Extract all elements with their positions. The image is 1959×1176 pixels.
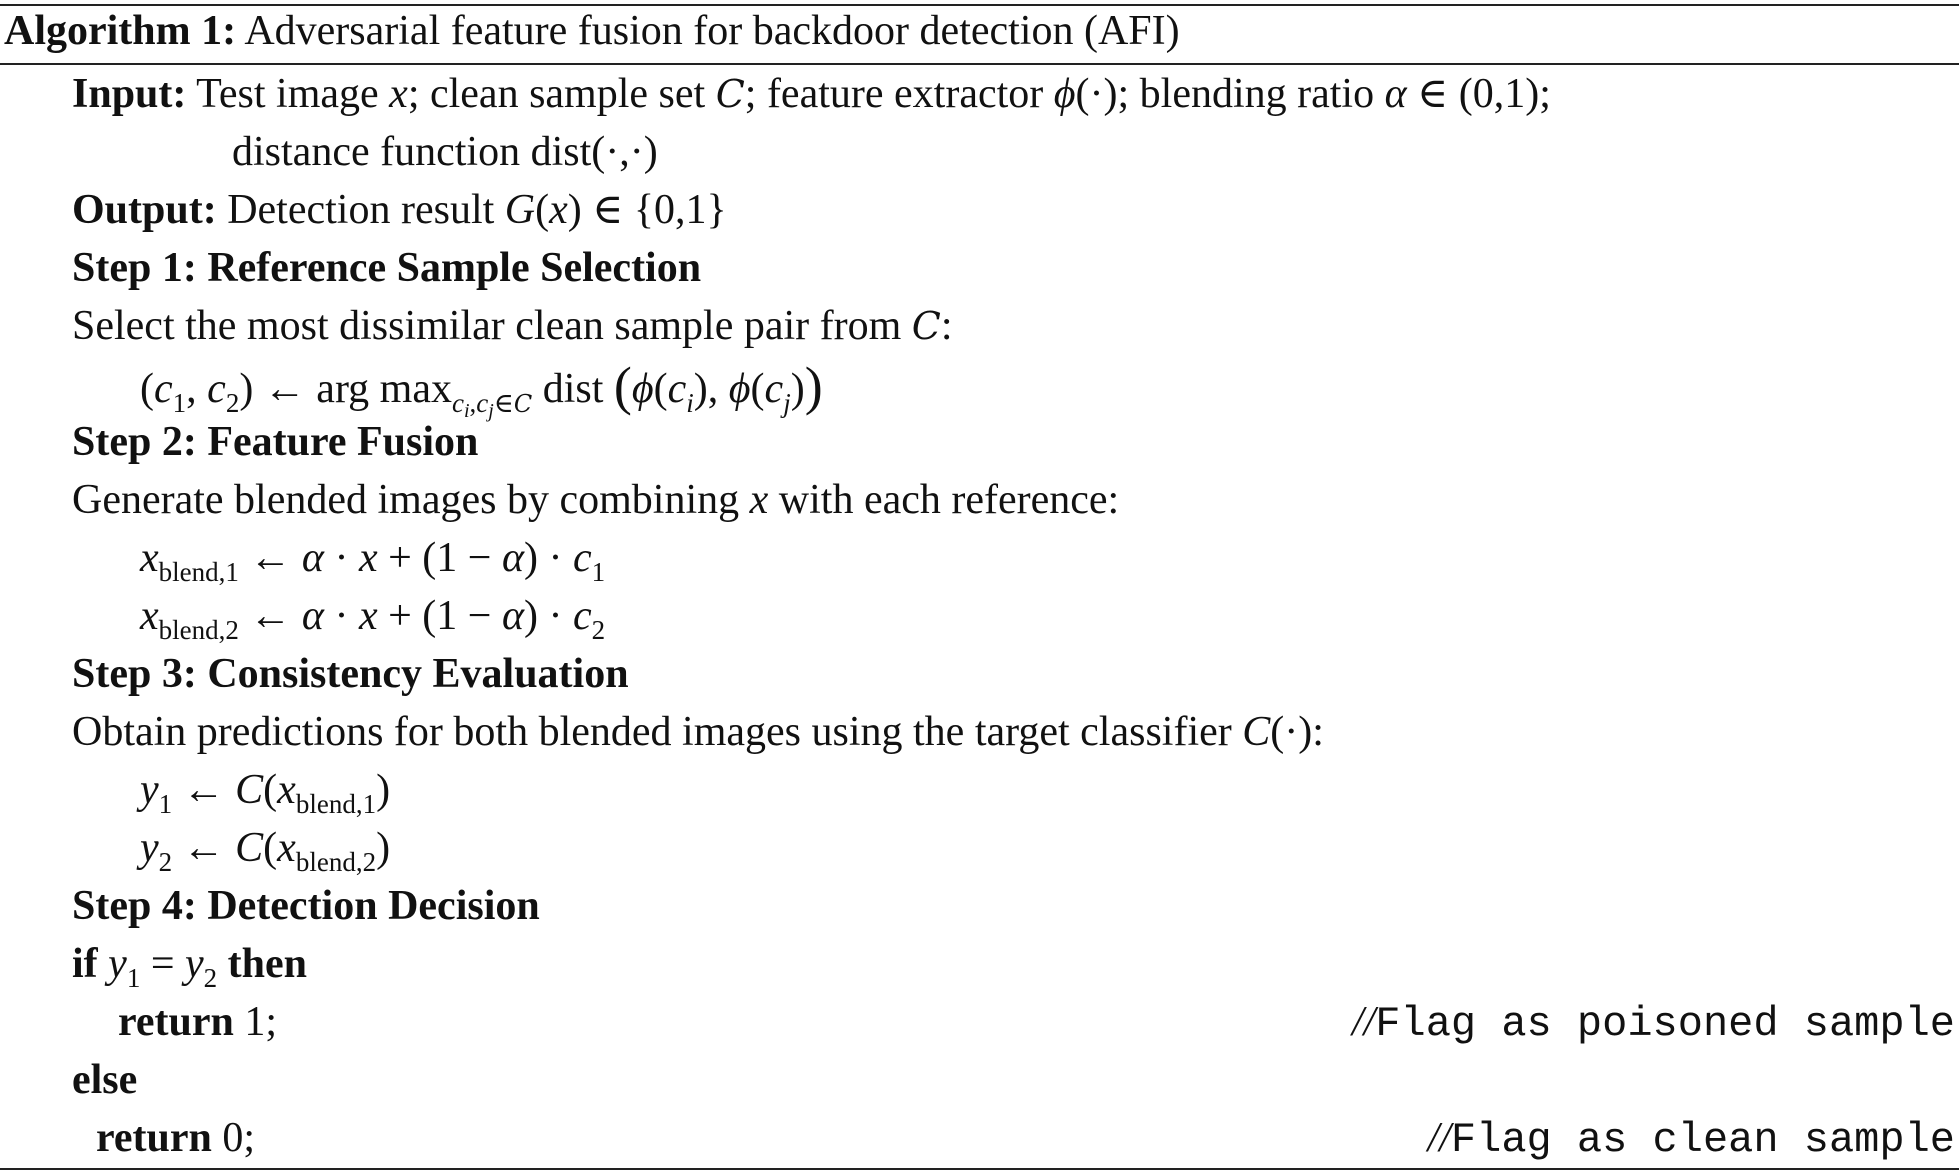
return-value-0: 0; — [211, 1115, 256, 1161]
step2-heading — [72, 413, 478, 471]
else-line — [72, 1051, 137, 1109]
output-label: Output: — [72, 187, 217, 233]
input-text: ; feature extractor — [744, 71, 1054, 117]
algorithm-title: Adversarial feature fusion for backdoor detection (AFI) — [244, 8, 1180, 54]
input-text: Test image — [196, 71, 390, 117]
input-text: distance function dist(·,·) — [232, 129, 658, 175]
step1-label: Step 1: Reference Sample Selection — [72, 245, 702, 291]
algorithm-label: Algorithm 1: — [4, 8, 237, 54]
step4-heading — [72, 877, 540, 935]
output-line — [72, 181, 727, 239]
step3-text: (·): — [1270, 709, 1324, 755]
output-text: ) ∈ {0,1} — [567, 187, 727, 233]
step4-label: Step 4: Detection Decision — [72, 883, 540, 929]
comment-text: Flag as poisoned sample — [1375, 1000, 1955, 1048]
input-text: (·); blending ratio — [1075, 71, 1385, 117]
step3-heading — [72, 645, 629, 703]
keyword-else: else — [72, 1057, 138, 1103]
step3-formula-1: $y_1$ ← $C(x_{blend,1})$ — [140, 767, 391, 819]
step1-formula: ($c_1$, $c_2$) ← arg $\max_{ci,cj\in C}$ dist ($\phi(c_i)$, $\phi(c_j)$) — [140, 356, 823, 422]
input-label: Input: — [72, 71, 187, 117]
if-line: if $y_1 = y_2$ then — [72, 941, 308, 993]
step1-heading — [72, 239, 701, 297]
output-text: ( — [535, 187, 550, 233]
keyword-return: return — [118, 999, 234, 1045]
var-x: x — [549, 187, 568, 233]
return-0-line — [96, 1109, 255, 1167]
step3-text: Obtain predictions for both blended images using the target classifier — [72, 709, 1243, 755]
comment-marker: // — [1427, 1115, 1451, 1161]
step2-text: with each reference: — [768, 477, 1120, 523]
comment-marker: // — [1351, 999, 1376, 1045]
step3-description — [72, 703, 1324, 761]
var-x: x — [389, 71, 408, 117]
input-text: ∈ (0,1); — [1406, 71, 1551, 117]
return-value-1: 1; — [233, 999, 278, 1045]
step1-text: : — [940, 303, 953, 349]
step2-text: Generate blended images by combining — [72, 477, 750, 523]
step1-text: Select the most dissimilar clean sample pair from — [72, 303, 912, 349]
step3-formula-2: $y_2$ ← $C(x_{blend,2})$ — [140, 825, 391, 877]
step2-formula-1: $x_{blend,1}$ ← $\alpha \cdot x + (1 - \alpha) \cdot c_1$ — [140, 535, 606, 587]
var-C: C — [1242, 709, 1271, 755]
input-line-1 — [72, 65, 1551, 123]
step1-description — [72, 297, 953, 355]
var-alpha: α — [1384, 71, 1407, 117]
input-line-2 — [232, 123, 658, 181]
var-phi: ϕ — [1053, 71, 1076, 117]
comment-text: Flag as clean sample — [1450, 1116, 1955, 1164]
return-1-line — [118, 993, 277, 1051]
input-text: ; clean sample set — [407, 71, 716, 117]
algorithm-caption — [4, 2, 1180, 60]
step3-label: Step 3: Consistency Evaluation — [72, 651, 629, 697]
step2-formula-2: $x_{blend,2}$ ← $\alpha \cdot x + (1 - \alpha) \cdot c_2$ — [140, 593, 606, 645]
comment-clean — [1428, 1109, 1955, 1167]
set-C: C — [911, 304, 941, 348]
set-C: C — [715, 72, 745, 116]
output-text: Detection result — [227, 187, 505, 233]
keyword-return: return — [96, 1115, 212, 1161]
var-G: G — [504, 187, 536, 233]
step2-label: Step 2: Feature Fusion — [72, 419, 479, 465]
comment-poisoned — [1352, 993, 1955, 1051]
keyword-if: if — [72, 941, 98, 987]
bottom-rule — [0, 1168, 1959, 1170]
keyword-then: then — [227, 941, 308, 987]
var-x: x — [749, 477, 769, 523]
step2-description — [72, 471, 1119, 529]
